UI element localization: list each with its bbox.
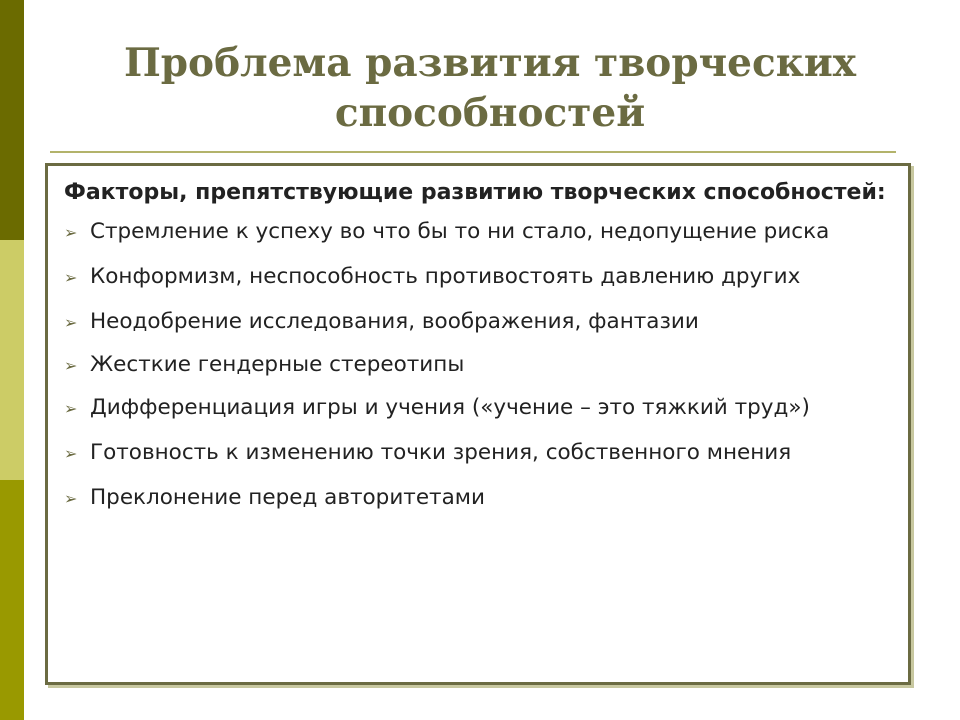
arrow-bullet-icon: ➢: [64, 268, 78, 287]
decor-stripe-bottom: [0, 480, 24, 720]
decor-stripe-top: [0, 0, 24, 240]
arrow-bullet-icon: ➢: [64, 399, 78, 418]
arrow-bullet-icon: ➢: [64, 444, 78, 463]
list-item-text: Стремление к успеху во что бы то ни стало, недопущение риска: [90, 219, 830, 244]
slide-title-line-1: Проблема развития творческих: [123, 40, 857, 86]
slide-title: [40, 38, 940, 138]
list-item: [64, 216, 892, 247]
factors-box: [45, 163, 911, 685]
factors-list: [64, 216, 892, 513]
list-item-text: Готовность к изменению точки зрения, собственного мнения: [90, 440, 792, 465]
arrow-bullet-icon: ➢: [64, 356, 78, 375]
list-item-text: Конформизм, неспособность противостоять давлению других: [90, 264, 801, 289]
decor-stripe-middle: [0, 240, 24, 480]
list-item-text: Дифференциация игры и учения («учение – это тяжкий труд»): [90, 395, 810, 420]
list-item: [64, 482, 892, 513]
title-divider: [50, 151, 896, 153]
list-item: [64, 392, 892, 423]
arrow-bullet-icon: ➢: [64, 223, 78, 242]
list-item: [64, 306, 892, 337]
box-heading: Факторы, препятствующие развитию творческих способностей:: [64, 180, 886, 205]
arrow-bullet-icon: ➢: [64, 489, 78, 508]
list-item-text: Жесткие гендерные стереотипы: [90, 352, 465, 377]
list-item: [64, 437, 892, 468]
list-item-text: Неодобрение исследования, воображения, фантазии: [90, 309, 699, 334]
arrow-bullet-icon: ➢: [64, 313, 78, 332]
list-item: [64, 261, 892, 292]
slide-title-line-2: способностей: [334, 90, 646, 136]
list-item: [64, 349, 892, 380]
list-item-text: Преклонение перед авторитетами: [90, 485, 485, 510]
